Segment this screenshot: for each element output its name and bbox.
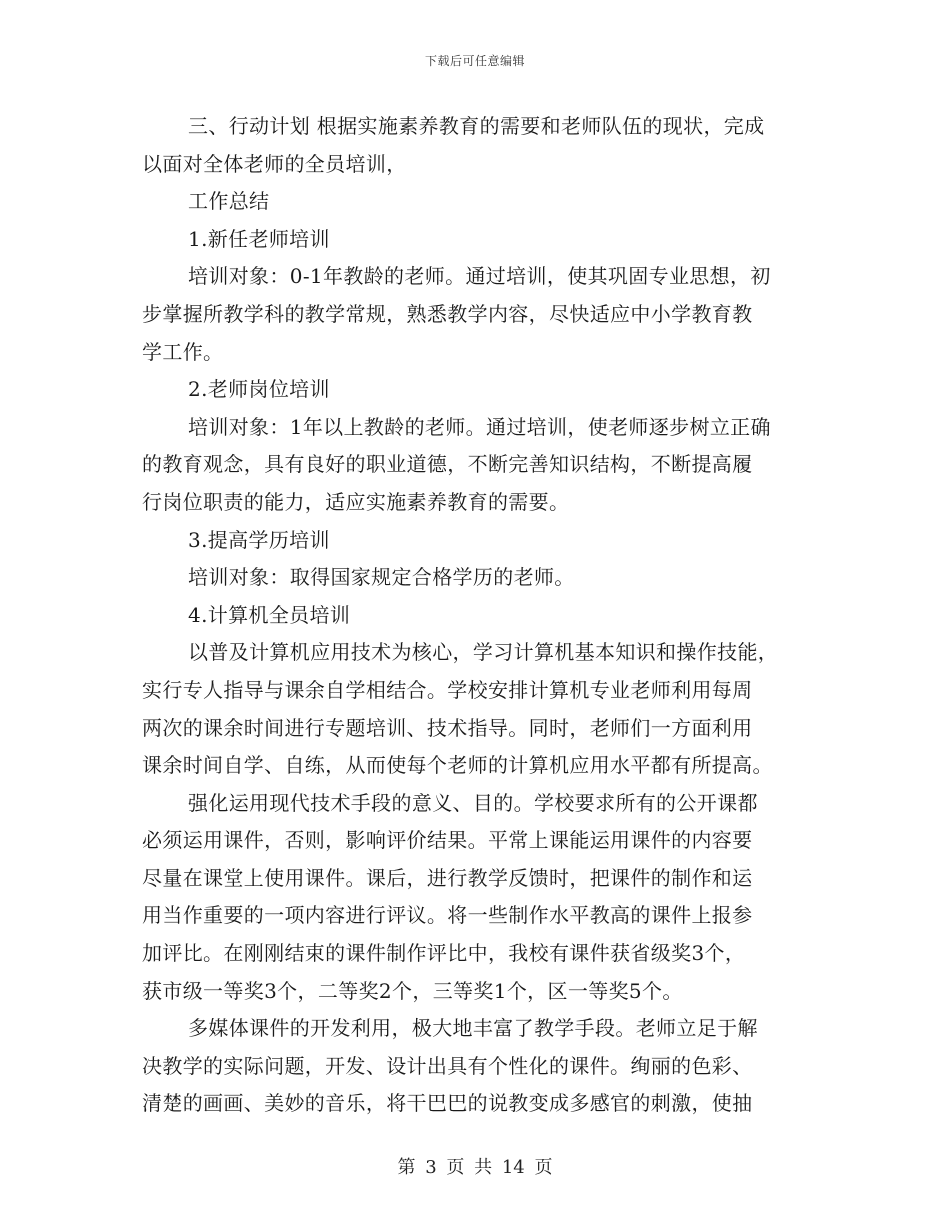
text-line: 3.提高学历培训	[188, 527, 330, 552]
text-line: 学工作。	[142, 339, 224, 364]
text-line: 获市级一等奖3个，二等奖2个，三等奖1个，区一等奖5个。	[142, 978, 683, 1003]
text-line: 培训对象：0-1年教龄的老师。通过培训，使其巩固专业思想，初	[188, 264, 771, 289]
text-line: 实行专人指导与课余自学相结合。学校安排计算机专业老师利用每周	[142, 677, 753, 702]
page-footer: 第 3 页 共 14 页	[397, 1157, 553, 1178]
text-line: 培训对象：取得国家规定合格学历的老师。	[188, 565, 575, 590]
text-line: 以普及计算机应用技术为核心，学习计算机基本知识和操作技能，	[188, 640, 779, 665]
text-line: 加评比。在刚刚结束的课件制作评比中，我校有课件获省级奖3个，	[142, 941, 746, 966]
document-body	[142, 108, 810, 1123]
text-line: 行岗位职责的能力，适应实施素养教育的需要。	[142, 489, 570, 514]
text-line: 步掌握所教学科的教学常规，熟悉教学内容，尽快适应中小学教育教	[142, 301, 753, 326]
text-line: 的教育观念，具有良好的职业道德，不断完善知识结构，不断提高履	[142, 452, 753, 477]
text-line: 4.计算机全员培训	[188, 602, 351, 627]
text-line: 三、行动计划 根据实施素养教育的需要和老师队伍的现状，完成	[188, 114, 765, 138]
text-line: 必须运用课件，否则，影响评价结果。平常上课能运用课件的内容要	[142, 828, 753, 853]
text-line: 2.老师岗位培训	[188, 377, 330, 402]
text-line: 多媒体课件的开发利用，极大地丰富了教学手段。老师立足于解	[188, 1016, 758, 1041]
text-line: 课余时间自学、自练，从而使每个老师的计算机应用水平都有所提高。	[142, 753, 773, 778]
text-line: 1.新任老师培训	[188, 226, 330, 251]
text-line: 工作总结	[188, 189, 270, 214]
text-line: 培训对象：1年以上教龄的老师。通过培训，使老师逐步树立正确	[188, 414, 771, 439]
text-line: 清楚的画画、美妙的音乐，将干巴巴的说教变成多感官的刺激，使抽	[142, 1091, 753, 1116]
text-line: 用当作重要的一项内容进行评议。将一些制作水平教高的课件上报参	[142, 903, 753, 928]
text-line: 两次的课余时间进行专题培训、技术指导。同时，老师们一方面利用	[142, 715, 753, 740]
page-header: 下载后可任意编辑	[424, 54, 525, 68]
text-line: 尽量在课堂上使用课件。课后，进行教学反馈时，把课件的制作和运	[142, 865, 753, 890]
text-line: 以面对全体老师的全员培训，	[142, 151, 407, 176]
text-line: 强化运用现代技术手段的意义、目的。学校要求所有的公开课都	[188, 790, 758, 815]
text-line: 决教学的实际问题，开发、设计出具有个性化的课件。绚丽的色彩、	[142, 1053, 753, 1078]
